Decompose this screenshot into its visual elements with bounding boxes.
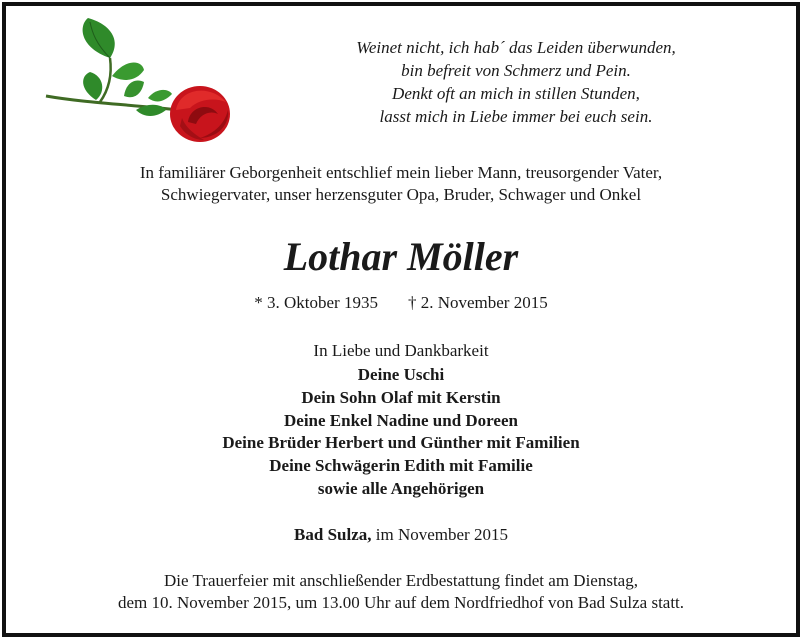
mourner-line: Deine Uschi — [357, 365, 445, 384]
life-dates — [6, 292, 796, 314]
rose-image — [40, 18, 240, 148]
mourner-line: sowie alle Angehörigen — [317, 478, 485, 498]
date: im November 2015 — [375, 525, 508, 544]
mourner-line: Dein Sohn Olaf mit Kerstin — [301, 387, 501, 407]
funeral-notice — [6, 570, 796, 614]
intro-line: Schwiegervater, unser herzensguter Opa, Bruder, Schwager und Onkel — [160, 185, 642, 204]
mourner-line: Deine Enkel Nadine und Doreen — [284, 410, 518, 430]
funeral-line: dem 10. November 2015, um 13.00 Uhr auf dem Nordfriedhof von Bad Sulza statt. — [117, 593, 685, 612]
obituary-frame — [2, 2, 800, 637]
birth-date: * 3. Oktober 1935 — [254, 293, 378, 312]
mourners-list — [6, 364, 796, 501]
deceased-name: Lothar Möller — [283, 234, 519, 279]
funeral-line: Die Trauerfeier mit anschließender Erdbestattung findet am Dienstag, — [164, 571, 638, 590]
place-date — [6, 524, 796, 546]
intro-line: In familiärer Geborgenheit entschlief mein lieber Mann, treusorgender Vater, — [139, 163, 663, 182]
poem-line: lasst mich in Liebe immer bei euch sein. — [379, 107, 653, 126]
poem — [286, 36, 746, 128]
dedication: In Liebe und Dankbarkeit — [313, 341, 489, 360]
mourner-line: Deine Brüder Herbert und Günther mit Familien — [222, 433, 580, 453]
poem-line: Denkt oft an mich in stillen Stunden, — [392, 84, 640, 103]
mourner-line: Deine Schwägerin Edith mit Familie — [269, 456, 533, 476]
poem-line: bin befreit von Schmerz und Pein. — [401, 61, 631, 80]
intro-text — [26, 162, 776, 206]
death-date: † 2. November 2015 — [407, 293, 548, 312]
place: Bad Sulza, — [294, 525, 372, 544]
poem-line: Weinet nicht, ich hab´ das Leiden überwunden, — [356, 38, 676, 57]
